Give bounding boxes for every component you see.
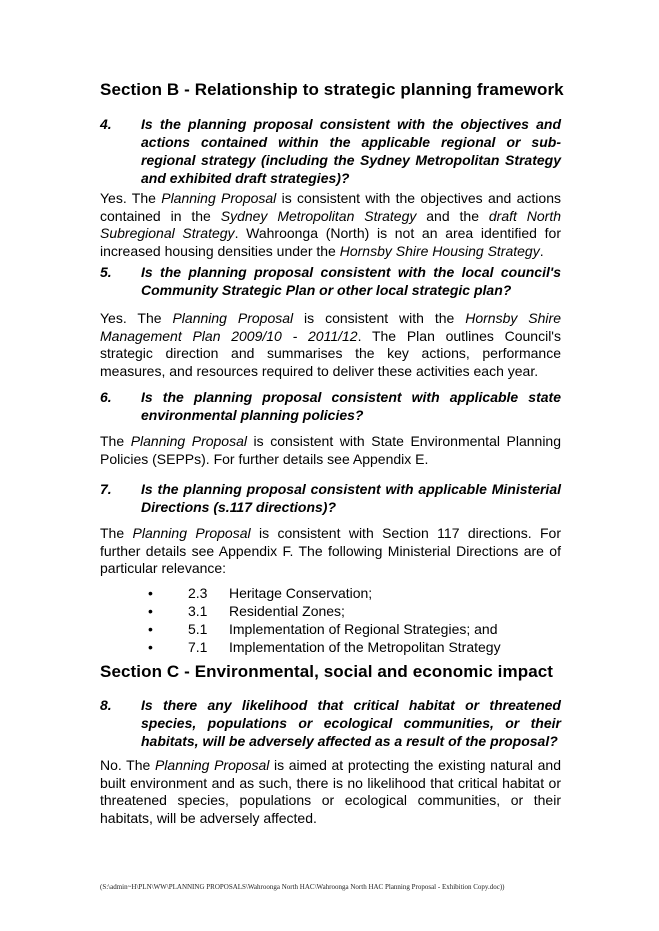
question-text: Is the planning proposal consistent with the local council's Community Strategic Plan or other local strategic plan? [141,264,561,298]
answer-italic: Planning Proposal [130,433,247,449]
question-text: Is the planning proposal consistent with applicable Ministerial Directions (s.117 directions)? [141,481,561,515]
question-number: 4. [100,116,112,132]
answer-text: The [100,433,131,449]
answer-italic: Planning Proposal [132,525,251,541]
answer-text: is consistent with State Environmental Planning Policies (SEPPs). For further details see Appendix E. [100,433,562,467]
question-4 [100,115,561,187]
bullet-icon: • [148,585,153,601]
answer-4 [100,190,561,260]
answer-italic: Hornsby Shire Housing Strategy [339,242,540,259]
answer-text: . Wahroonga (North) is not an area identified for increased housing densities under the [100,225,561,259]
answer-6 [100,433,561,468]
bullet-icon: • [148,621,153,637]
answer-italic: draft North Subregional Strategy [100,207,562,241]
bullet-icon: • [148,603,153,619]
answer-text: The [100,525,133,541]
answer-7 [100,525,561,578]
answer-text: is consistent with the objectives and actions contained in the [100,190,561,224]
ministerial-directions-list [148,584,568,656]
question-number: 5. [100,264,112,280]
answer-italic: Planning Proposal [161,190,277,206]
question-text: Is there any likelihood that critical habitat or threatened species, populations or ecological communities, or their habitats, will be adversely affected as a result of the proposal? [141,697,561,749]
answer-5 [100,310,561,380]
answer-text: is consistent with the [293,310,466,326]
answer-italic: Hornsby Shire Management Plan 2009/10 - 2011/12 [100,310,561,344]
footer-file-path: (S:\admin~H\PLN\WW\PLANNING PROPOSALS\Wahroonga North HAC\Wahroonga North HAC Planning Proposal - Exhibition Copy.doc)) [100,883,505,891]
list-item-text: Implementation of Regional Strategies; and [229,621,498,637]
answer-8 [100,757,561,827]
answer-italic: Planning Proposal [154,757,270,773]
question-6 [100,388,561,424]
list-item-number: 3.1 [188,603,208,619]
list-item-number: 7.1 [188,639,208,655]
list-item-text: Heritage Conservation; [229,585,373,601]
list-item [148,620,568,638]
answer-italic: Planning Proposal [172,310,294,326]
list-item-text: Residential Zones; [229,603,345,619]
answer-italic: Sydney Metropolitan Strategy [220,207,417,224]
list-item-number: 2.3 [188,585,208,601]
answer-text: and the [416,207,489,224]
question-8 [100,696,561,750]
section-b-heading: Section B - Relationship to strategic planning framework [100,80,564,99]
list-item-text: Implementation of the Metropolitan Strategy [229,639,501,655]
question-text: Is the planning proposal consistent with applicable state environmental planning policies? [141,389,561,423]
answer-text: Yes. The [100,190,162,206]
list-item-number: 5.1 [188,621,208,637]
answer-text: Yes. The [100,310,173,326]
section-c-heading: Section C - Environmental, social and economic impact [100,662,554,681]
bullet-icon: • [148,639,153,655]
question-number: 8. [100,697,112,713]
question-number: 7. [100,481,112,497]
answer-text: is aimed at protecting the existing natural and built environment and as such, there is no likelihood that critical habitat or threatened species, populations or ecological communities, or their habitats, will be adversely affected. [100,757,561,826]
question-5 [100,263,561,299]
answer-text: . The Plan outlines Council's strategic direction and summarises the key actions, performance measures, and resources required to deliver these activities each year. [100,327,561,379]
question-7 [100,480,561,516]
question-number: 6. [100,389,112,405]
answer-text: . [539,242,544,259]
question-text: Is the planning proposal consistent with the objectives and actions contained within the applicable regional or sub-regional strategy (including the Sydney Metropolitan Strategy and exhibited draft strategies)? [141,116,561,186]
answer-text: No. The [100,757,155,773]
list-item [148,602,568,620]
list-item [148,584,568,602]
list-item [148,638,568,656]
answer-text: is consistent with Section 117 directions. For further details see Appendix F. The following Ministerial Directions are of particular relevance: [100,525,562,576]
